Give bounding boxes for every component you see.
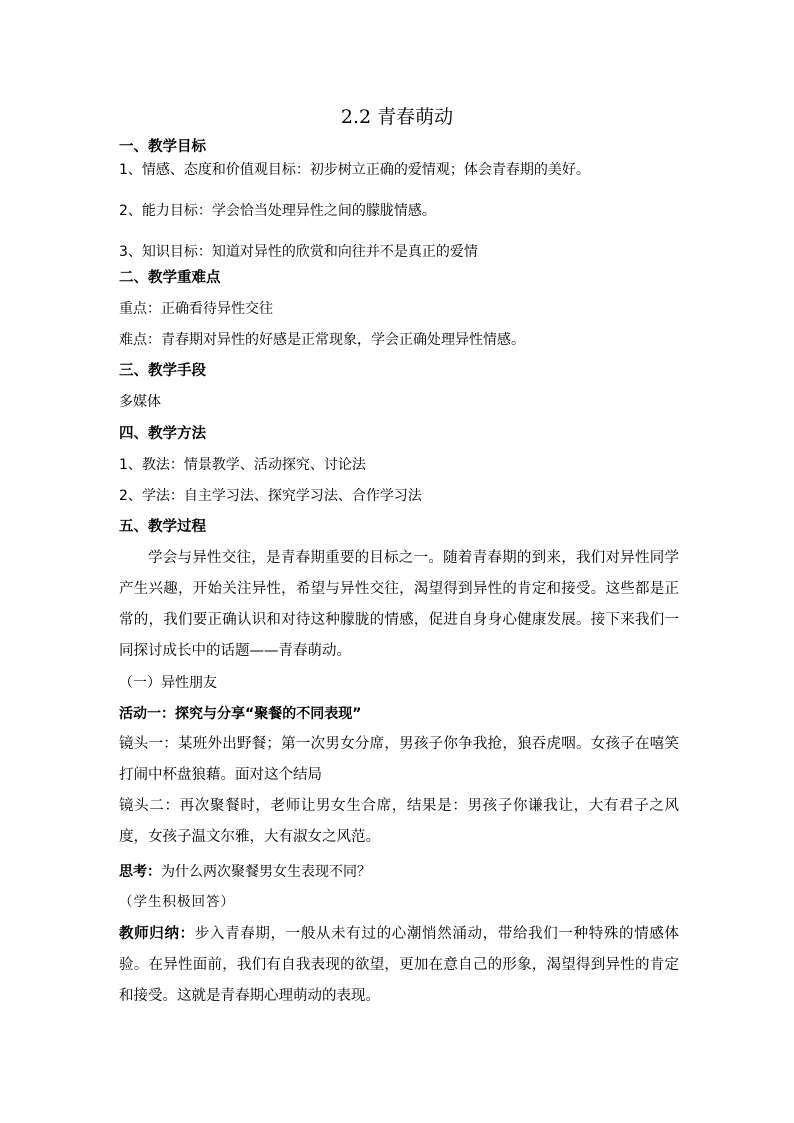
method-item-1: 1、教法：情景教学、活动探究、讨论法 <box>119 457 366 473</box>
teacher-summary-text: 步入青春期，一般从未有过的心潮悄然涌动，带给我们一种特殊的情感体验。在异性面前，我们有自我表现的欲望，更加在意自己的形象，渴望得到异性的肯定和接受。这就是青春期心理萌动的表现。 <box>119 926 679 1004</box>
section-heading-key-points: 二、教学重难点 <box>119 270 221 286</box>
teacher-summary-label: 教师归纳： <box>119 926 195 942</box>
goal-item-3: 3、知识目标：知道对异性的欣赏和向往并不是真正的爱情 <box>119 244 478 260</box>
think-question <box>119 862 371 882</box>
student-answer-note: （学生积极回答） <box>119 894 235 910</box>
process-intro-paragraph: 学会与异性交往，是青春期重要的目标之一。随着青春期的到来，我们对异性同学产生兴趣，开始关注异性，希望与异性交往，渴望得到异性的肯定和接受。这些都是正常的，我们要正确认识和对待这种朦胧的情感，促进自身身心健康发展。接下来我们一同探讨成长中的话题——青春萌动。 <box>119 550 679 659</box>
section-heading-teaching-process: 五、教学过程 <box>119 519 206 535</box>
scene-1-paragraph: 镜头一：某班外出野餐；第一次男女分席，男孩子你争我抢，狼吞虎咽。女孩子在嘻笑打闹中杯盘狼藉。面对这个结局 <box>119 736 679 783</box>
think-label: 思考： <box>119 864 161 880</box>
goal-item-1: 1、情感、态度和价值观目标：初步树立正确的爱情观；体会青春期的美好。 <box>119 162 590 178</box>
page-title: 2.2 青春萌动 <box>340 106 454 128</box>
section-heading-teaching-methods: 四、教学方法 <box>119 426 206 442</box>
goal-item-2: 2、能力目标：学会恰当处理异性之间的朦胧情感。 <box>119 203 436 219</box>
subsection-heading: （一）异性朋友 <box>119 675 217 691</box>
teaching-means-text: 多媒体 <box>119 394 161 410</box>
activity-heading: 活动一：探究与分享“聚餐的不同表现” <box>119 706 362 722</box>
difficult-point-text: 难点：青春期对异性的好感是正常现象，学会正确处理异性情感。 <box>119 332 525 348</box>
teacher-summary-paragraph <box>119 919 679 1012</box>
scene-2-paragraph: 镜头二：再次聚餐时，老师让男女生合席，结果是：男孩子你谦我让，大有君子之风度，女孩子温文尔雅，大有淑女之风范。 <box>119 798 679 845</box>
key-point-text: 重点：正确看待异性交往 <box>119 301 273 317</box>
section-heading-teaching-goals: 一、教学目标 <box>119 139 206 155</box>
think-text: 为什么两次聚餐男女生表现不同？ <box>161 864 371 880</box>
section-heading-teaching-means: 三、教学手段 <box>119 363 206 379</box>
method-item-2: 2、学法：自主学习法、探究学习法、合作学习法 <box>119 488 422 504</box>
